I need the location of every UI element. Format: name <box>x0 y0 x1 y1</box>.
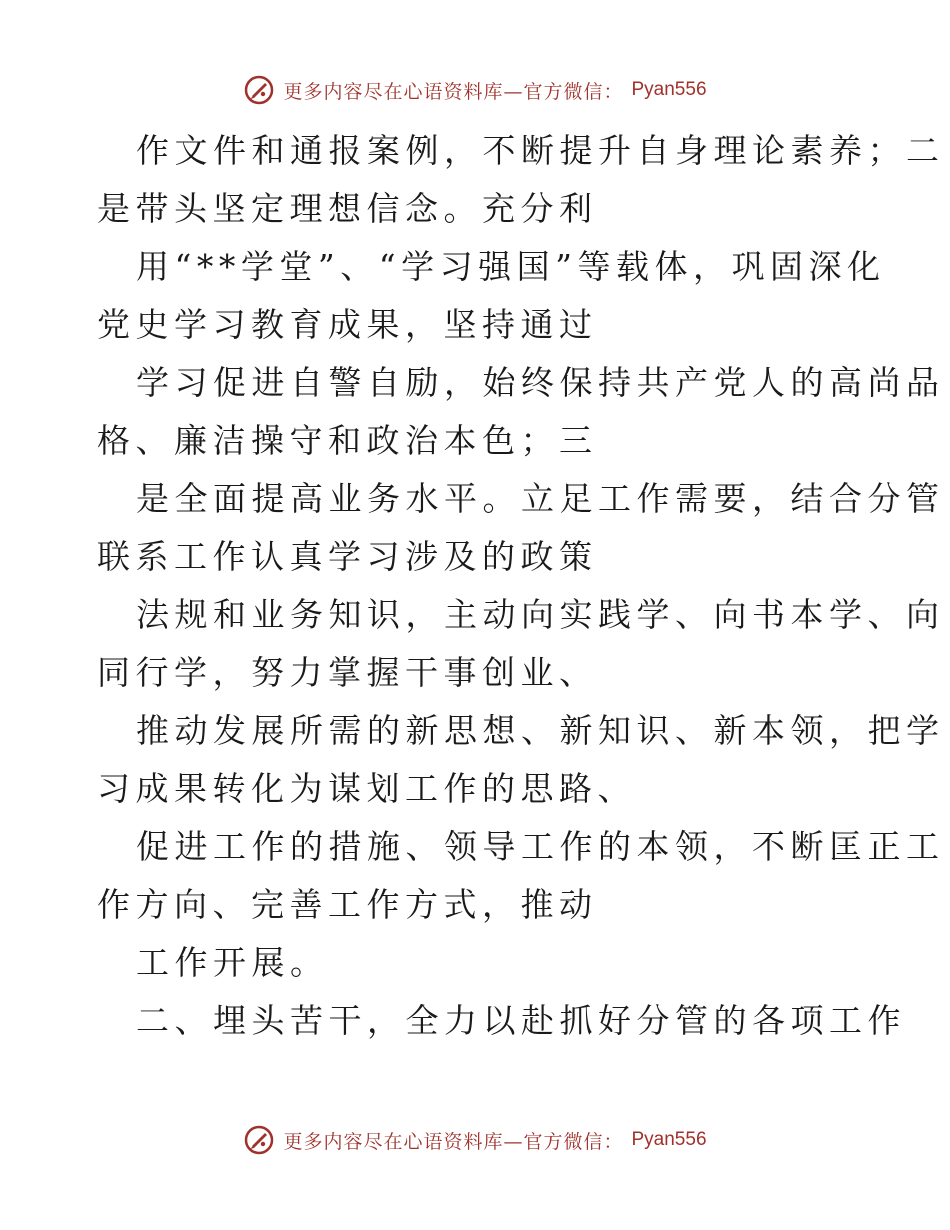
paragraph-line: 联系工作认真学习涉及的政策 <box>97 537 598 576</box>
paragraph-line: 同行学，努力掌握干事创业、 <box>97 653 598 692</box>
paragraph-line: 作方向、完善工作方式，推动 <box>97 885 598 924</box>
paragraph-line: 法规和业务知识，主动向实践学、向书本学、向 <box>136 595 945 634</box>
paragraph-line: 是全面提高业务水平。立足工作需要，结合分管 <box>136 479 945 518</box>
watermark-text: 更多内容尽在心语资料库—官方微信： <box>283 1130 624 1153</box>
paragraph-line: 工作开展。 <box>136 943 329 982</box>
watermark-text: 更多内容尽在心语资料库—官方微信： <box>283 80 624 103</box>
quill-logo-icon <box>243 1124 275 1156</box>
paragraph-line: 作文件和通报案例，不断提升自身理论素养；二 <box>136 131 945 170</box>
document-body <box>97 122 945 1050</box>
paragraph-line: 二、埋头苦干，全力以赴抓好分管的各项工作 <box>136 1001 906 1040</box>
paragraph-line: 推动发展所需的新思想、新知识、新本领，把学 <box>136 711 945 750</box>
header-watermark <box>0 70 950 110</box>
paragraph-line: 用“**学堂”、“学习强国”等载体，巩固深化 <box>136 247 886 286</box>
paragraph-line: 是带头坚定理想信念。充分利 <box>97 189 598 228</box>
watermark-wechat-id: Pyan556 <box>631 1129 707 1150</box>
quill-logo-icon <box>243 74 275 106</box>
footer-watermark <box>0 1120 950 1160</box>
paragraph-line: 党史学习教育成果，坚持通过 <box>97 305 598 344</box>
paragraph-line: 习成果转化为谋划工作的思路、 <box>97 769 636 808</box>
paragraph-line: 学习促进自警自励，始终保持共产党人的高尚品 <box>136 363 945 402</box>
paragraph-line: 促进工作的措施、领导工作的本领，不断匡正工 <box>136 827 945 866</box>
paragraph-line: 格、廉洁操守和政治本色；三 <box>97 421 598 460</box>
watermark-wechat-id: Pyan556 <box>631 79 707 100</box>
